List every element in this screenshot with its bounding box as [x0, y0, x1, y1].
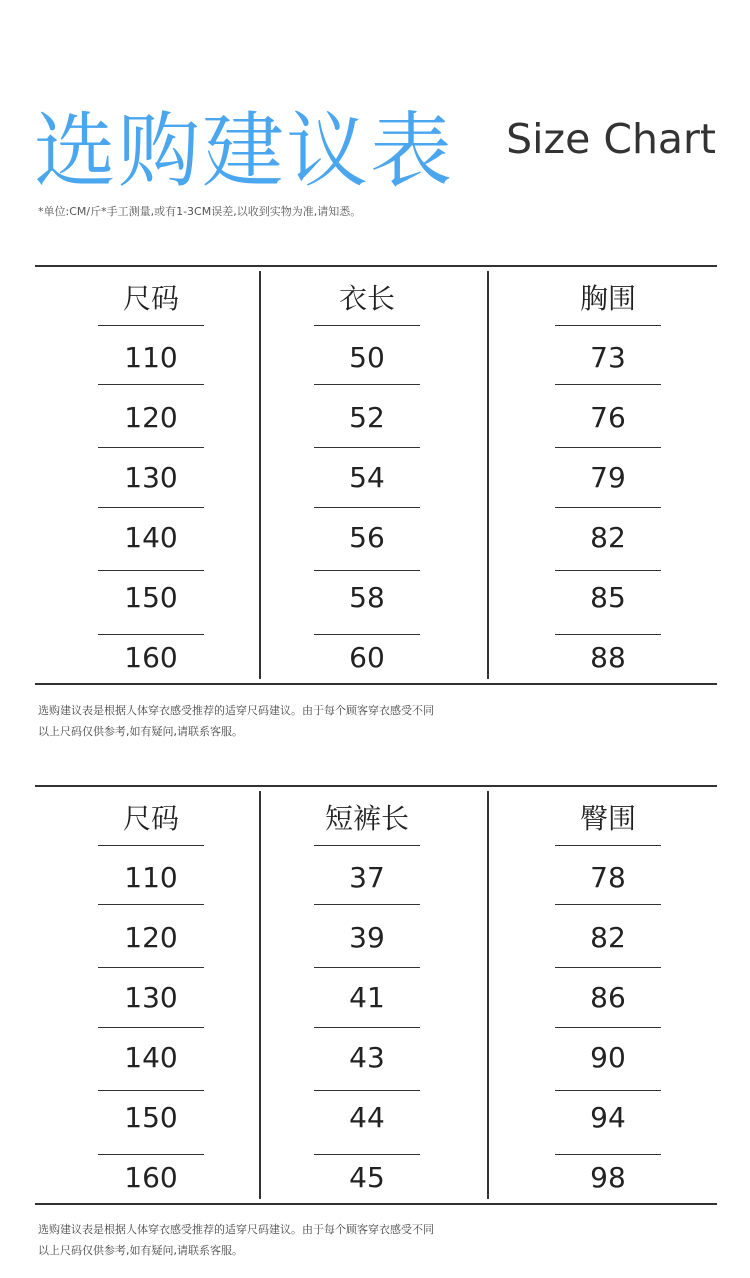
row-divider: [314, 384, 420, 385]
table-cell: 58: [349, 580, 385, 614]
row-divider: [555, 507, 661, 508]
table-cell: 120: [124, 400, 178, 434]
row-divider: [555, 967, 661, 968]
row-divider: [555, 634, 661, 635]
table-header-cell: 尺码: [122, 802, 179, 835]
table-cell: 120: [124, 920, 178, 954]
note-line: 以上尺码仅供参考,如有疑问,请联系客服。: [38, 1244, 243, 1257]
row-divider: [314, 967, 420, 968]
table-cell: 43: [349, 1040, 385, 1074]
row-divider: [98, 325, 204, 326]
table-cell: 160: [124, 640, 178, 674]
page-title-english: Size Chart: [506, 115, 716, 163]
size-table-bottom: [35, 785, 717, 1205]
row-divider: [98, 447, 204, 448]
row-divider: [314, 1154, 420, 1155]
row-divider: [98, 1154, 204, 1155]
table-cell: 73: [590, 340, 626, 374]
row-divider: [314, 447, 420, 448]
row-divider: [555, 845, 661, 846]
note-line: 选购建议表是根据人体穿衣感受推荐的适穿尺码建议。由于每个顾客穿衣感受不同: [38, 704, 434, 717]
table-cell: 88: [590, 640, 626, 674]
table-cell: 110: [124, 340, 178, 374]
row-divider: [314, 904, 420, 905]
table-cell: 82: [590, 920, 626, 954]
table-cell: 45: [349, 1160, 385, 1194]
table-cell: 78: [590, 860, 626, 894]
table-cell: 50: [349, 340, 385, 374]
table-cell: 79: [590, 460, 626, 494]
note-line: 选购建议表是根据人体穿衣感受推荐的适穿尺码建议。由于每个顾客穿衣感受不同: [38, 1223, 434, 1236]
table-cell: 150: [124, 580, 178, 614]
row-divider: [98, 570, 204, 571]
table-cell: 94: [590, 1100, 626, 1134]
page-title: 选购建议表: [34, 104, 455, 199]
table-cell: 150: [124, 1100, 178, 1134]
table-cell: 160: [124, 1160, 178, 1194]
table-cell: 130: [124, 460, 178, 494]
measurement-note: *单位:CM/斤*手工测量,或有1-3CM误差,以收到实物为准,请知悉。: [38, 205, 362, 218]
column-divider: [487, 271, 489, 679]
table-cell: 110: [124, 860, 178, 894]
table-note-top: [38, 700, 638, 742]
table-header-cell: 尺码: [122, 282, 179, 315]
row-divider: [555, 570, 661, 571]
row-divider: [98, 1027, 204, 1028]
row-divider: [555, 904, 661, 905]
row-divider: [314, 1027, 420, 1028]
row-divider: [314, 634, 420, 635]
table-note-bottom: [38, 1219, 638, 1261]
row-divider: [555, 1154, 661, 1155]
table-cell: 56: [349, 520, 385, 554]
row-divider: [314, 325, 420, 326]
row-divider: [555, 325, 661, 326]
row-divider: [555, 1027, 661, 1028]
table-cell: 140: [124, 520, 178, 554]
table-header-cell: 臀围: [579, 802, 636, 835]
row-divider: [98, 1090, 204, 1091]
row-divider: [98, 904, 204, 905]
table-cell: 39: [349, 920, 385, 954]
row-divider: [314, 845, 420, 846]
table-cell: 44: [349, 1100, 385, 1134]
table-cell: 98: [590, 1160, 626, 1194]
table-cell: 60: [349, 640, 385, 674]
table-cell: 41: [349, 980, 385, 1014]
row-divider: [98, 634, 204, 635]
row-divider: [555, 1090, 661, 1091]
row-divider: [555, 447, 661, 448]
table-cell: 86: [590, 980, 626, 1014]
table-header-cell: 衣长: [338, 282, 395, 315]
column-divider: [259, 271, 261, 679]
row-divider: [98, 967, 204, 968]
row-divider: [314, 507, 420, 508]
table-header-cell: 短裤长: [324, 802, 409, 835]
table-cell: 52: [349, 400, 385, 434]
table-cell: 37: [349, 860, 385, 894]
table-cell: 85: [590, 580, 626, 614]
row-divider: [98, 384, 204, 385]
table-header-cell: 胸围: [579, 282, 636, 315]
row-divider: [555, 384, 661, 385]
table-cell: 90: [590, 1040, 626, 1074]
row-divider: [314, 1090, 420, 1091]
table-cell: 140: [124, 1040, 178, 1074]
note-line: 以上尺码仅供参考,如有疑问,请联系客服。: [38, 725, 243, 738]
row-divider: [98, 845, 204, 846]
column-divider: [259, 791, 261, 1199]
table-cell: 76: [590, 400, 626, 434]
table-cell: 82: [590, 520, 626, 554]
table-cell: 54: [349, 460, 385, 494]
table-cell: 130: [124, 980, 178, 1014]
row-divider: [98, 507, 204, 508]
size-table-top: [35, 265, 717, 685]
column-divider: [487, 791, 489, 1199]
row-divider: [314, 570, 420, 571]
